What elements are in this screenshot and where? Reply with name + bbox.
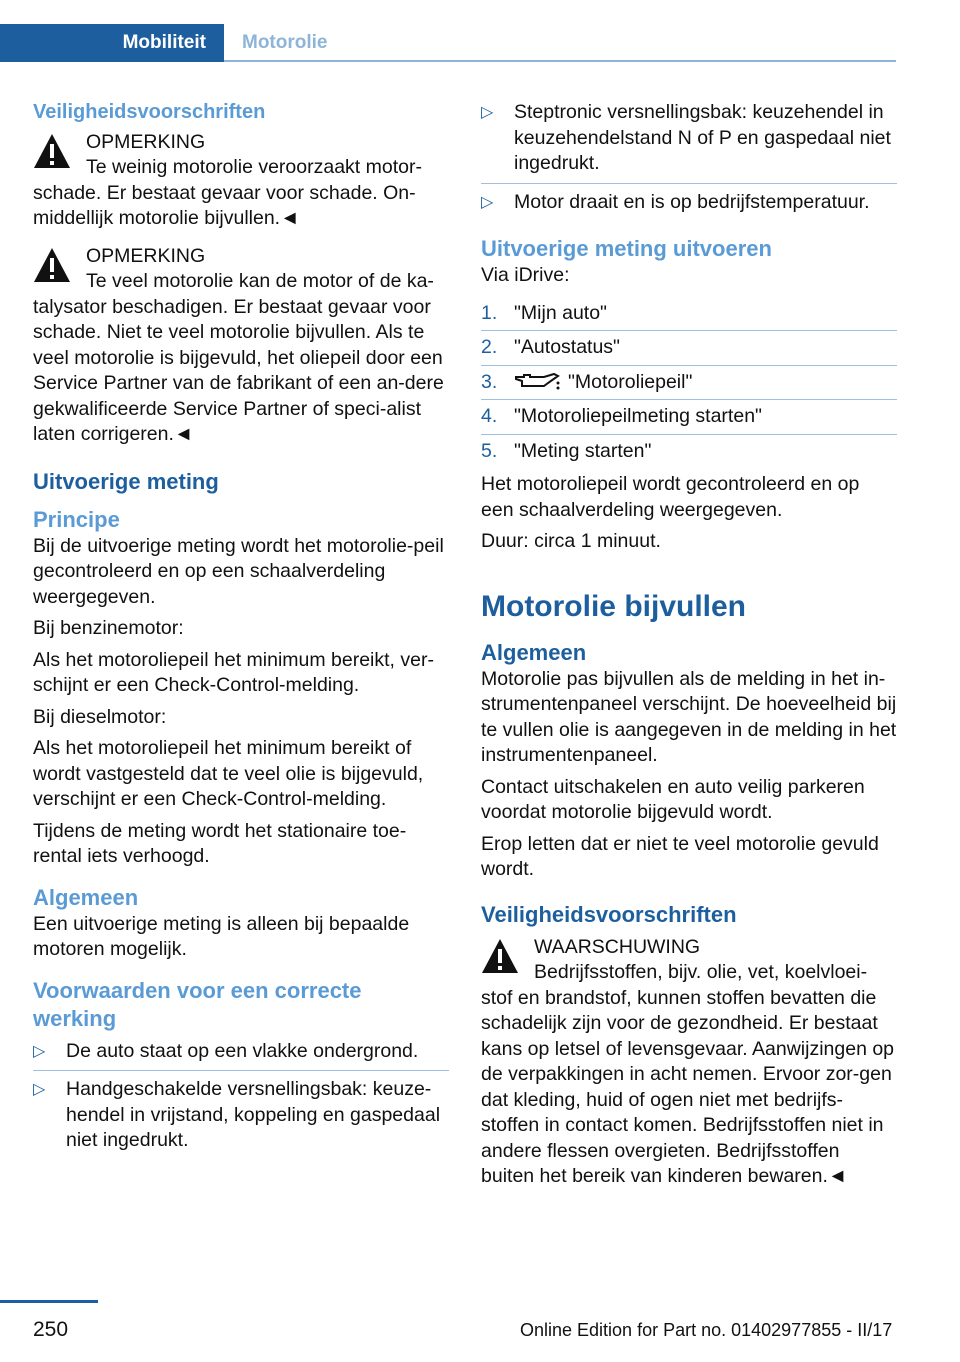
oil-can-icon — [514, 371, 560, 391]
header-divider — [224, 60, 896, 62]
paragraph: Bij de uitvoerige meting wordt het motorolie-peil gecontroleerd en op een schaalverdeling weergegeven. — [33, 534, 444, 608]
paragraph: Als het motoroliepeil het minimum bereikt of wordt vastgesteld dat te veel olie is bijgevuld, verschijnt er een Check-Control-melding. — [33, 737, 424, 810]
conditions-list — [33, 1039, 449, 1160]
footer-divider — [0, 1300, 98, 1303]
notice-title: OPMERKING — [86, 244, 206, 267]
warning-triangle-icon — [33, 247, 71, 283]
bullet-triangle-icon: ▷ — [33, 1042, 46, 1060]
perform-heading: Uitvoerige meting uitvoeren — [481, 236, 772, 261]
bullet-triangle-icon: ▷ — [481, 193, 494, 211]
notice-body: Te veel motorolie kan de motor of de ka-talysator beschadigen. Er bestaat gevaar voor schade. Niet te veel motorolie bijvullen. Als te veel motorolie is bijgevuld, het oliepeil door een Service Partner van de fabrikant of een an-dere gekwalificeerde Service Partner of speci-alist laten corrigeren.◄ — [33, 270, 444, 445]
notice-body: Te weinig motorolie veroorzaakt motor-schade. Er bestaat gevaar voor schade. On-middellijk motorolie bijvullen.◄ — [33, 156, 422, 229]
paragraph: Het motoroliepeil wordt gecontroleerd en op een schaalverdeling weergegeven. — [481, 473, 860, 521]
section-heading: Uitvoerige meting — [33, 468, 219, 494]
bullet-triangle-icon: ▷ — [33, 1081, 46, 1098]
paragraph: Motorolie pas bijvullen als de melding in het in-strumentenpaneel verschijnt. De hoeveelheid bij te vullen olie is aangegeven in de melding in het instrumentenpaneel. — [481, 667, 897, 766]
paragraph: Als het motoroliepeil het minimum bereikt, ver-schijnt er een Check-Control-melding. — [33, 648, 434, 696]
warning-triangle-icon — [33, 133, 71, 169]
page-number: 250 — [33, 1318, 69, 1341]
paragraph: Bij dieselmotor: — [33, 705, 167, 728]
left-column — [33, 100, 449, 1166]
warning-title: WAARSCHUWING — [534, 935, 701, 958]
fill-safety-heading: Veiligheidsvoorschriften — [481, 901, 737, 927]
edition-text: Online Edition for Part no. 01402977855 - II/17 — [520, 1320, 893, 1340]
conditions-heading: Voorwaarden voor een correcte werking — [33, 977, 362, 1031]
paragraph: Tijdens de meting wordt het stationaire toe-rental iets verhoogd. — [33, 819, 407, 867]
notice-title: OPMERKING — [86, 130, 206, 153]
list-item: 5. "Meting starten" — [481, 439, 652, 462]
paragraph: Contact uitschakelen en auto veilig parkeren voordat motorolie bijgevuld wordt. — [481, 775, 865, 823]
steps-list — [481, 301, 897, 469]
warning-body: Bedrijfsstoffen, bijv. olie, vet, koelvloei-stof en brandstof, kunnen stoffen bevatten die schadelijk zijn voor de gezondheid. Er bestaat kans op letsel of levensgevaar. Aanwijzingen op de verpakkingen in acht nemen. Ervoor zor-gen dat kleding, huid of ogen niet met bedrijfs-stoffen in contact komen. Bedrijfsstoffen niet in andere flessen overgieten. Bedrijfsstoffen buiten het bereik van kinderen bewaren.◄ — [481, 961, 895, 1187]
tab-mobiliteit: Mobiliteit — [0, 24, 224, 62]
safety-heading: Veiligheidsvoorschriften — [33, 101, 266, 123]
paragraph: Erop letten dat er niet te veel motorolie gevuld wordt. — [481, 832, 879, 880]
list-item: 2. "Autostatus" — [481, 335, 897, 366]
tab-motorolie: Motorolie — [242, 32, 328, 53]
list-item: ▷ Handgeschakelde versnellingsbak: keuze-hendel in vrijstand, koppeling en gaspedaal niet ingedrukt. — [33, 1078, 441, 1151]
list-item: ▷ Motor draait en is op bedrijfstemperatuur. — [481, 190, 897, 222]
warning-box — [481, 935, 897, 961]
list-item: 4. "Motoroliepeilmeting starten" — [481, 404, 897, 435]
notice-box-1 — [33, 130, 449, 156]
page-header — [0, 0, 896, 62]
bullet-triangle-icon: ▷ — [481, 104, 494, 121]
list-item: 3. "Motoroliepeil" — [481, 370, 897, 401]
fill-general-heading: Algemeen — [481, 639, 587, 665]
fill-heading: Motorolie bijvullen — [481, 589, 747, 623]
list-item: ▷ Steptronic versnellingsbak: keuzehendel in keuzehendelstand N of P en gaspedaal niet ingedrukt. — [481, 100, 897, 184]
paragraph: Bij benzinemotor: — [33, 617, 184, 639]
principle-heading: Principe — [33, 506, 120, 532]
paragraph: Via iDrive: — [481, 264, 570, 286]
notice-box-2 — [33, 244, 449, 270]
right-column — [481, 100, 897, 1196]
paragraph: Een uitvoerige meting is alleen bij bepaalde motoren mogelijk. — [33, 912, 410, 960]
warning-triangle-icon — [481, 938, 519, 974]
paragraph: Duur: circa 1 minuut. — [481, 530, 661, 552]
general-heading: Algemeen — [33, 884, 139, 910]
list-item: ▷ De auto staat op een vlakke ondergrond. — [33, 1039, 449, 1072]
list-item: 1. "Mijn auto" — [481, 301, 897, 332]
conditions-list-continued — [481, 100, 897, 221]
